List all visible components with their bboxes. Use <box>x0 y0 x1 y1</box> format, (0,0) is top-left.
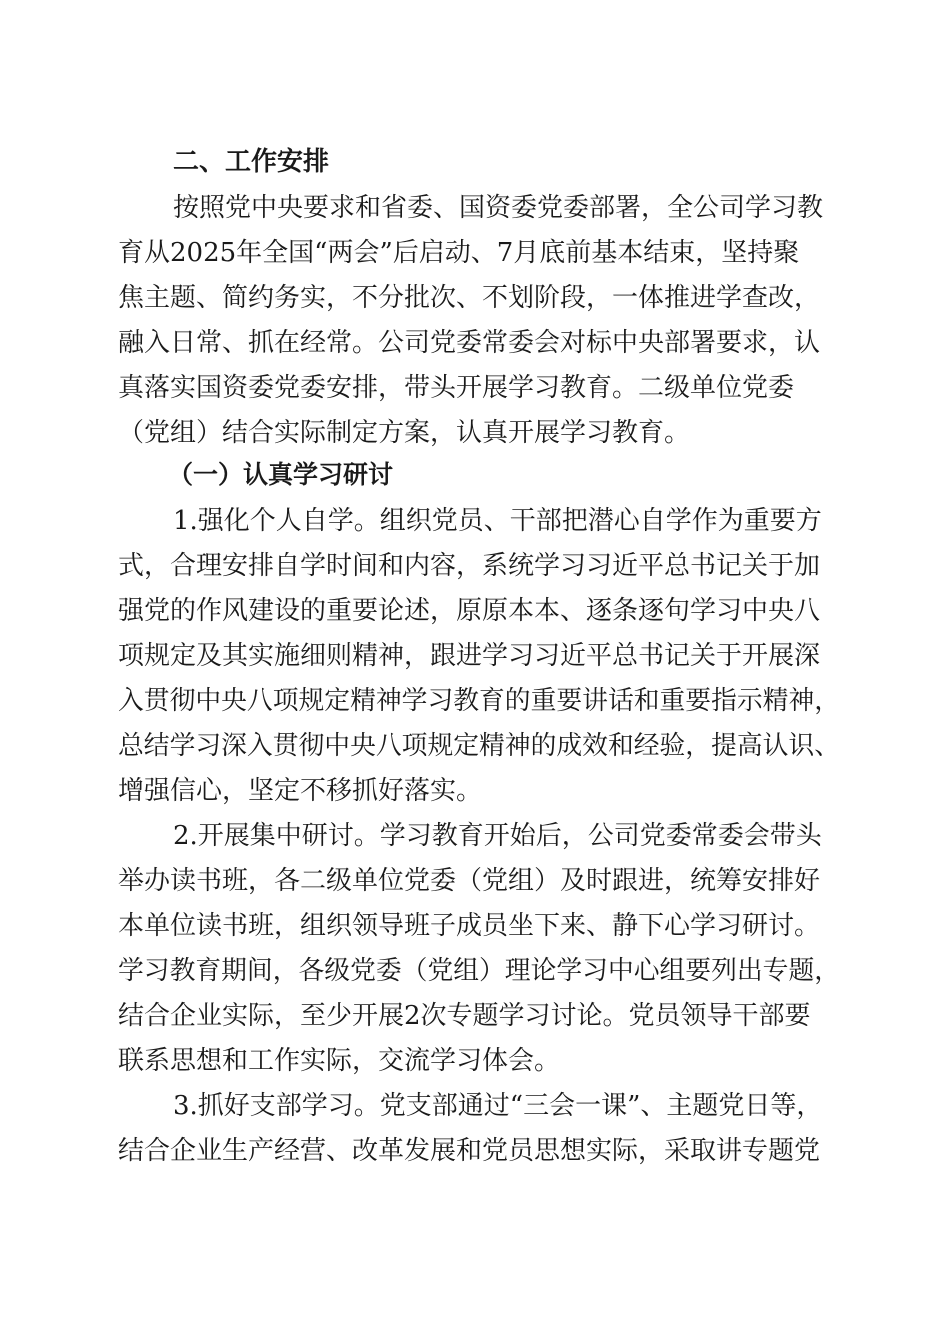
item-1-line: 入贯彻中央八项规定精神学习教育的重要讲话和重要指示精神， <box>118 686 841 716</box>
item-2-line: 2.开展集中研讨。学习教育开始后，公司党委常委会带头 <box>173 821 822 851</box>
intro-line: 育从2025年全国“两会”后启动、7月底前基本结束，坚持聚 <box>118 238 800 268</box>
subsection-heading: （一）认真学习研讨 <box>168 460 394 489</box>
item-1-line: 1.强化个人自学。组织党员、干部把潜心自学作为重要方 <box>173 506 822 536</box>
item-1-line: 强党的作风建设的重要论述，原原本本、逐条逐句学习中央八 <box>118 596 821 626</box>
item-3-line: 3.抓好支部学习。党支部通过“三会一课”、主题党日等， <box>173 1091 823 1121</box>
item-1-line: 增强信心，坚定不移抓好落实。 <box>118 776 483 806</box>
section-heading: 二、工作安排 <box>173 147 330 177</box>
intro-line: 融入日常、抓在经常。公司党委常委会对标中央部署要求，认 <box>118 328 821 358</box>
item-1-line: 项规定及其实施细则精神，跟进学习习近平总书记关于开展深 <box>118 641 821 671</box>
intro-line: 按照党中央要求和省委、国资委党委部署，全公司学习教 <box>173 193 824 223</box>
item-2-line: 举办读书班，各二级单位党委（党组）及时跟进，统筹安排好 <box>118 866 821 896</box>
item-1-line: 式，合理安排自学时间和内容，系统学习习近平总书记关于加 <box>118 551 821 581</box>
item-2-line: 本单位读书班，组织领导班子成员坐下来、静下心学习研讨。 <box>118 911 821 941</box>
intro-line: （党组）结合实际制定方案，认真开展学习教育。 <box>118 418 691 448</box>
item-1-line: 总结学习深入贯彻中央八项规定精神的成效和经验，提高认识、 <box>118 731 841 761</box>
intro-line: 焦主题、简约务实，不分批次、不划阶段，一体推进学查改， <box>118 283 821 313</box>
item-2-line: 联系思想和工作实际，交流学习体会。 <box>118 1046 561 1076</box>
item-2-line: 学习教育期间，各级党委（党组）理论学习中心组要列出专题， <box>118 956 841 986</box>
item-3-line: 结合企业生产经营、改革发展和党员思想实际，采取讲专题党 <box>118 1136 821 1166</box>
intro-line: 真落实国资委党委安排，带头开展学习教育。二级单位党委 <box>118 373 795 403</box>
item-2-line: 结合企业实际，至少开展2次专题学习讨论。党员领导干部要 <box>118 1001 811 1031</box>
